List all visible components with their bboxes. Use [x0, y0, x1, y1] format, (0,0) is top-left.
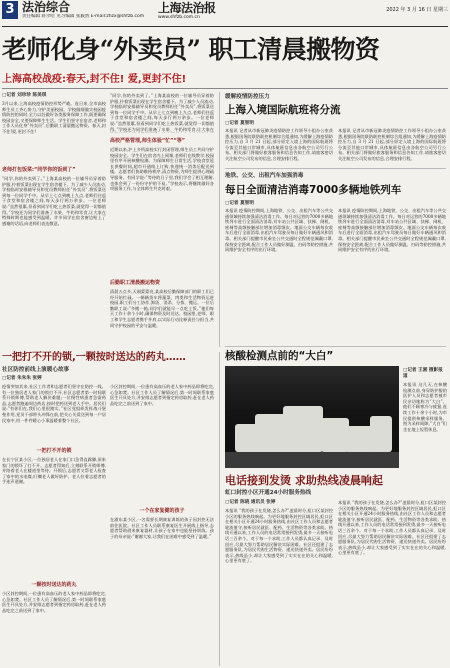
lock-section3-text: 在浦东某小区,一名需要长期康复训练的孩子因封控无法前往医院。社区工作人员联系康复医生开展线上指导,志愿者帮助借来康复器材,让孩子在家中也能坚持训练。孩子的母亲说:“谢谢大家,让我们在困难中感受到了温暖。”: [110, 517, 214, 539]
flight-text: 本报讯 记者从市新冠肺炎疫情防控工作领导小组办公室获悉,根据国务院联防联控机制综合组通知,为缓解上海疫情防控压力,自 3 月 21 日起,部分原定入境上海的国际航班将分流至其他口岸城市,具体航班信息由各航空公司另行公布。相关部门将做好旅客服务和信息告知工作,请旅客密切关注航空公司发布的信息,合理安排行程。: [225, 128, 333, 161]
flight-kicker: 缓解疫情防控压力: [225, 94, 270, 100]
hotline-byline: □记者 陈晓 通讯员 张婷: [225, 500, 276, 505]
page-number: 3: [2, 1, 18, 19]
lock-section2-text: 小区封控期间,一位患有高血压的老人家中药品即将吃完,心急如焚。社区工作人员了解情况后,第一时间联系家庭医生开具处方,并安排志愿者到指定药房取药,赶在老人药品吃完之前送到了家中。: [2, 591, 106, 613]
flight-text-cont: 本报讯 记者从市新冠肺炎疫情防控工作领导小组办公室获悉,根据国务院联防联控机制综合组通知,为缓解上海疫情防控压力,自 3 月 21 日起,部分原定入境上海的国际航班将分流至其他口岸城市,具体航班信息由各航空公司另行公布。相关部门将做好旅客服务和信息告知工作,请旅客密切关注航空公司发布的信息,合理安排行程。: [338, 128, 446, 161]
lead-section3-title: 后勤职工清晨搬运物资: [110, 280, 161, 286]
hotline-text: 本报讯 “我的孩子在发烧,怎么办?”凌晨时分,虹口区某封控小区的服务热线响起。为更好地服务封控区域居民,虹口区在相关小区开通24小时服务热线,由社区工作人员和志愿者轮流值守,接听居民就医、配药、生活物资等各类求助。热线开通以来,工作人员的电话常常接到发烫,最多一天接听电话三百余个。对于每一个求助,工作人员都认真记录、及时回应,尽最大努力帮助居民解决实际困难。社区还组建了志愿服务队,为居民代购生活物资、递送快递外卖。居民纷纷表示,热线虽小,却让大家感受到了实实在在的关心和温暖,心里更有底了。: [225, 508, 333, 564]
photo-image: [225, 366, 399, 468]
column-divider: [219, 92, 220, 347]
lead-headline: 老师化身“外卖员” 职工清晨搬物资: [2, 35, 380, 64]
column-divider: [219, 352, 220, 666]
lead-section3-text: 清晨五点多,天刚蒙蒙亮,某高校后勤保障部门的职工们已经开始忙碌。一辆辆货车将蔬菜、肉类和生活物资运进校园,职工们分工协作,卸货、消杀、分拣、搬运。一位后勤职工说:“多搬一箱,同学们就能早一点吃上饭。”他们每天工作十余个小时,确保物资及时送达。校园里,老师、职工和学生志愿者携手并肩,以实际行动诠释责任与担当,共同守护校园的平安与温暖。: [110, 289, 214, 328]
divider: [2, 26, 448, 27]
disinfect-byline: □记者 夏智明: [225, 201, 254, 206]
lock-section2-title: 一颗按时送达的药丸: [31, 582, 77, 588]
ground: [225, 452, 399, 468]
lead-intro-cont: “同学,你的外卖到了。”上海某高校的一位辅导员穿着防护服,拎着饭菜出现在学生宿舍楼下。为了减少人员流动,学校临时安排辅导员和党员教师担任“外卖员”,将饭菜送到每一位同学手中。从早上七点到晚上九点,老师们往返于食堂和宿舍楼之间,每天步行两万余步。一位老师说:“虽然很累,但看到同学们吃上热饭菜,就觉得一切都值得。”学校还为同学们准备了水果、牛奶和零食,让大家在: [110, 93, 214, 132]
divider: [225, 168, 446, 169]
flight-title: 上海入境国际航班将分流: [225, 104, 341, 116]
lead-section1-text: “同学,你的外卖到了。”上海某高校的一位辅导员穿着防护服,拎着饭菜出现在学生宿舍楼下。为了减少人员流动,学校临时安排辅导员和党员教师担任“外卖员”,将饭菜送到每一位同学手中。从早上七点到晚上九点,老师们往返于食堂和宿舍楼之间,每天步行两万余步。一位老师说:“虽然很累,但看到同学们吃上热饭菜,就觉得一切都值得。”学校还为同学们准备了水果、牛奶和零食,让大家在特殊时期也能感受到温暖。许多同学在宿舍窗边贴上了感谢的话语,向老师们表达敬意。: [2, 176, 106, 226]
lead-section2-text: 近期以来,沪上多所高校实行封闭管理,师生员工共同守护校园安全。学生们在宿舍内上网课,老师们在线教学,校园里有序开展核酸检测。为保障师生日常生活,学校食堂延长供餐时间,超市开通线上订购,快递统一消杀后配送到楼。志愿者们协助维持秩序,清点物资,为师生提供心理疏导服务。有同学说:“等待的日子里,我们学会了相互理解,也体会到了一份份守护的不易。”学校表示,将继续做好各项服务工作,与全体师生共克时艰。: [110, 147, 214, 192]
disinfect-title: 每日全面清洁消毒7000多辆地铁列车: [225, 184, 402, 196]
lead-section2-title: 高校严格管理,师生体验“忙”“等”: [110, 138, 186, 144]
lock-subtitle: 社区防控前线上演暖心故事: [2, 367, 70, 373]
lead-subhead: 上海高校战疫:春天,封不住! 爱,更封不住!: [2, 74, 187, 85]
issue-date: 2022 年 3 月 16 日 星期三: [386, 7, 448, 13]
disinfect-text-cont: 本报讯 疫情防控期间,上海地铁、公交、出租汽车等公共交通领域持续加强清洁消毒工作。每日对运营的7000多辆地铁列车进行全面清洁消毒,对车站公共区域、扶梯、闸机、座椅等高频接触部位增加消毒频次。地面公交车辆每次收车后进行全面消毒,出租汽车驾驶员每日做好车辆通风和消毒。相关部门提醒市民乘坐公共交通时全程规范佩戴口罩,保持安全距离,配合工作人员做好测温、扫码等防控措施,共同维护安全有序的出行环境。: [338, 208, 446, 253]
divider: [2, 88, 448, 89]
lock-section3-title: 一个在家复健的孩子: [139, 508, 185, 514]
lock-text-cont: 小区封控期间,一位患有高血压的老人家中药品即将吃完,心急如焚。社区工作人员了解情况后,第一时间联系家庭医生开具处方,并安排志愿者到指定药房取药,赶在老人药品吃完之前送到了家中。: [110, 384, 214, 406]
flight-byline: □记者 夏智明: [225, 121, 254, 126]
disinfect-text: 本报讯 疫情防控期间,上海地铁、公交、出租汽车等公共交通领域持续加强清洁消毒工作。每日对运营的7000多辆地铁列车进行全面清洁消毒,对车站公共区域、扶梯、闸机、座椅等高频接触部位增加消毒频次。地面公交车辆每次收车后进行全面消毒,出租汽车驾驶员每日做好车辆通风和消毒。相关部门提醒市民乘坐公共交通时全程规范佩戴口罩,保持安全距离,配合工作人员做好测温、扫码等防控措施,共同维护安全有序的出行环境。: [225, 208, 333, 253]
photo-caption: 本报讯 这几天,在核酸检测点前,身穿防护服的医护人员和志愿者被市民亲切地称为“大白”。他们不顾寒冷与疲惫,连续工作十余个小时,为市民提供核酸采样服务。图为采样间隙,“大白”们坐在地上短暂休息。: [403, 382, 447, 432]
lock-section1-text: 在长宁区某小区,一位独居老人在家门口急得直跺脚,原来家门的锁坏了打不开。志愿者得知后,立刻联系开锁师傅,并陪着老人在楼道里等待。开锁后,志愿者又帮老人检查了家中的水电煤,叮嘱老人做好防护。老人拉着志愿者的手连声道谢。: [2, 457, 106, 485]
lead-intro: 3月以来,上海高校疫情防控形势严峻。连日来,全市高校师生员工齐心协力,守护美丽校园。学校做细做实校园疫情防控的同时,全力以赴做好各类服务保障工作,既要确保校园安全,又要保障师生生活。学生们坚守在宿舍,老师和工作人员化身“外卖员”,后勤职工清晨搬运物资。春天,封不住!爱,更封不住!: [2, 101, 106, 134]
hotline-subtitle: 虹口封控小区开通24小时服务热线: [225, 490, 312, 496]
figure-shape: [283, 406, 323, 452]
newspaper-logo: 上海法治报: [158, 1, 216, 15]
lock-section1-title: 一把打不开的锁: [36, 448, 72, 454]
lock-byline: □记者 朱朱朱 张婷: [2, 376, 42, 381]
section-title: 法治综合: [22, 0, 71, 14]
divider: [225, 346, 446, 347]
lock-title: 一把打不开的锁,一颗按时送达的药丸……: [2, 352, 186, 363]
lead-section1-title: 老师打包饭菜:“同学你的饭到了”: [2, 167, 76, 173]
photo-credit: □记者 王湘 摄影报道: [403, 368, 443, 379]
website: www.shfzb.com.cn: [158, 15, 200, 20]
photo-title: 核酸检测点前的“大白”: [225, 350, 334, 362]
hotline-title: 电话接到发烫 求助热线凌晨响起: [225, 474, 383, 487]
editors-line: 责任编辑 蒋尔哈 见习编辑 张毅然 E-mail:zhzx@shfzb.com: [22, 14, 145, 19]
lock-text: 疫情突如其来,社区工作者和志愿者们坚守在防控一线。有一位独居老人家门的锁打不开,社区志愿者第一时间联系开锁师傅,帮助老人解决难题;一位慢性病患者急需药品,志愿者跑遍周边药店,按时把药送到老人手中。居民们说:“有你们在,我们心里很踏实。”社区党组织发挥战斗堡垒作用,党员干部带头冲锋在前,把关心关爱送到每一户居民家中,用一件件暖心小事温暖着整个社区。: [2, 384, 106, 423]
masthead: [0, 0, 450, 30]
disinfect-kicker: 地铁、公交、出租汽车加强消毒: [225, 173, 304, 179]
hotline-text-cont: 本报讯 “我的孩子在发烧,怎么办?”凌晨时分,虹口区某封控小区的服务热线响起。为更好地服务封控区域居民,虹口区在相关小区开通24小时服务热线,由社区工作人员和志愿者轮流值守,接听居民就医、配药、生活物资等各类求助。热线开通以来,工作人员的电话常常接到发烫,最多一天接听电话三百余个。对于每一个求助,工作人员都认真记录、及时回应,尽最大努力帮助居民解决实际困难。社区还组建了志愿服务队,为居民代购生活物资、递送快递外卖。居民纷纷表示,热线虽小,却让大家感受到了实实在在的关心和温暖,心里更有底了。: [338, 500, 446, 556]
figure-shape: [370, 416, 392, 452]
lead-byline: □记者 刘珍珍 陈美琪: [2, 93, 47, 98]
